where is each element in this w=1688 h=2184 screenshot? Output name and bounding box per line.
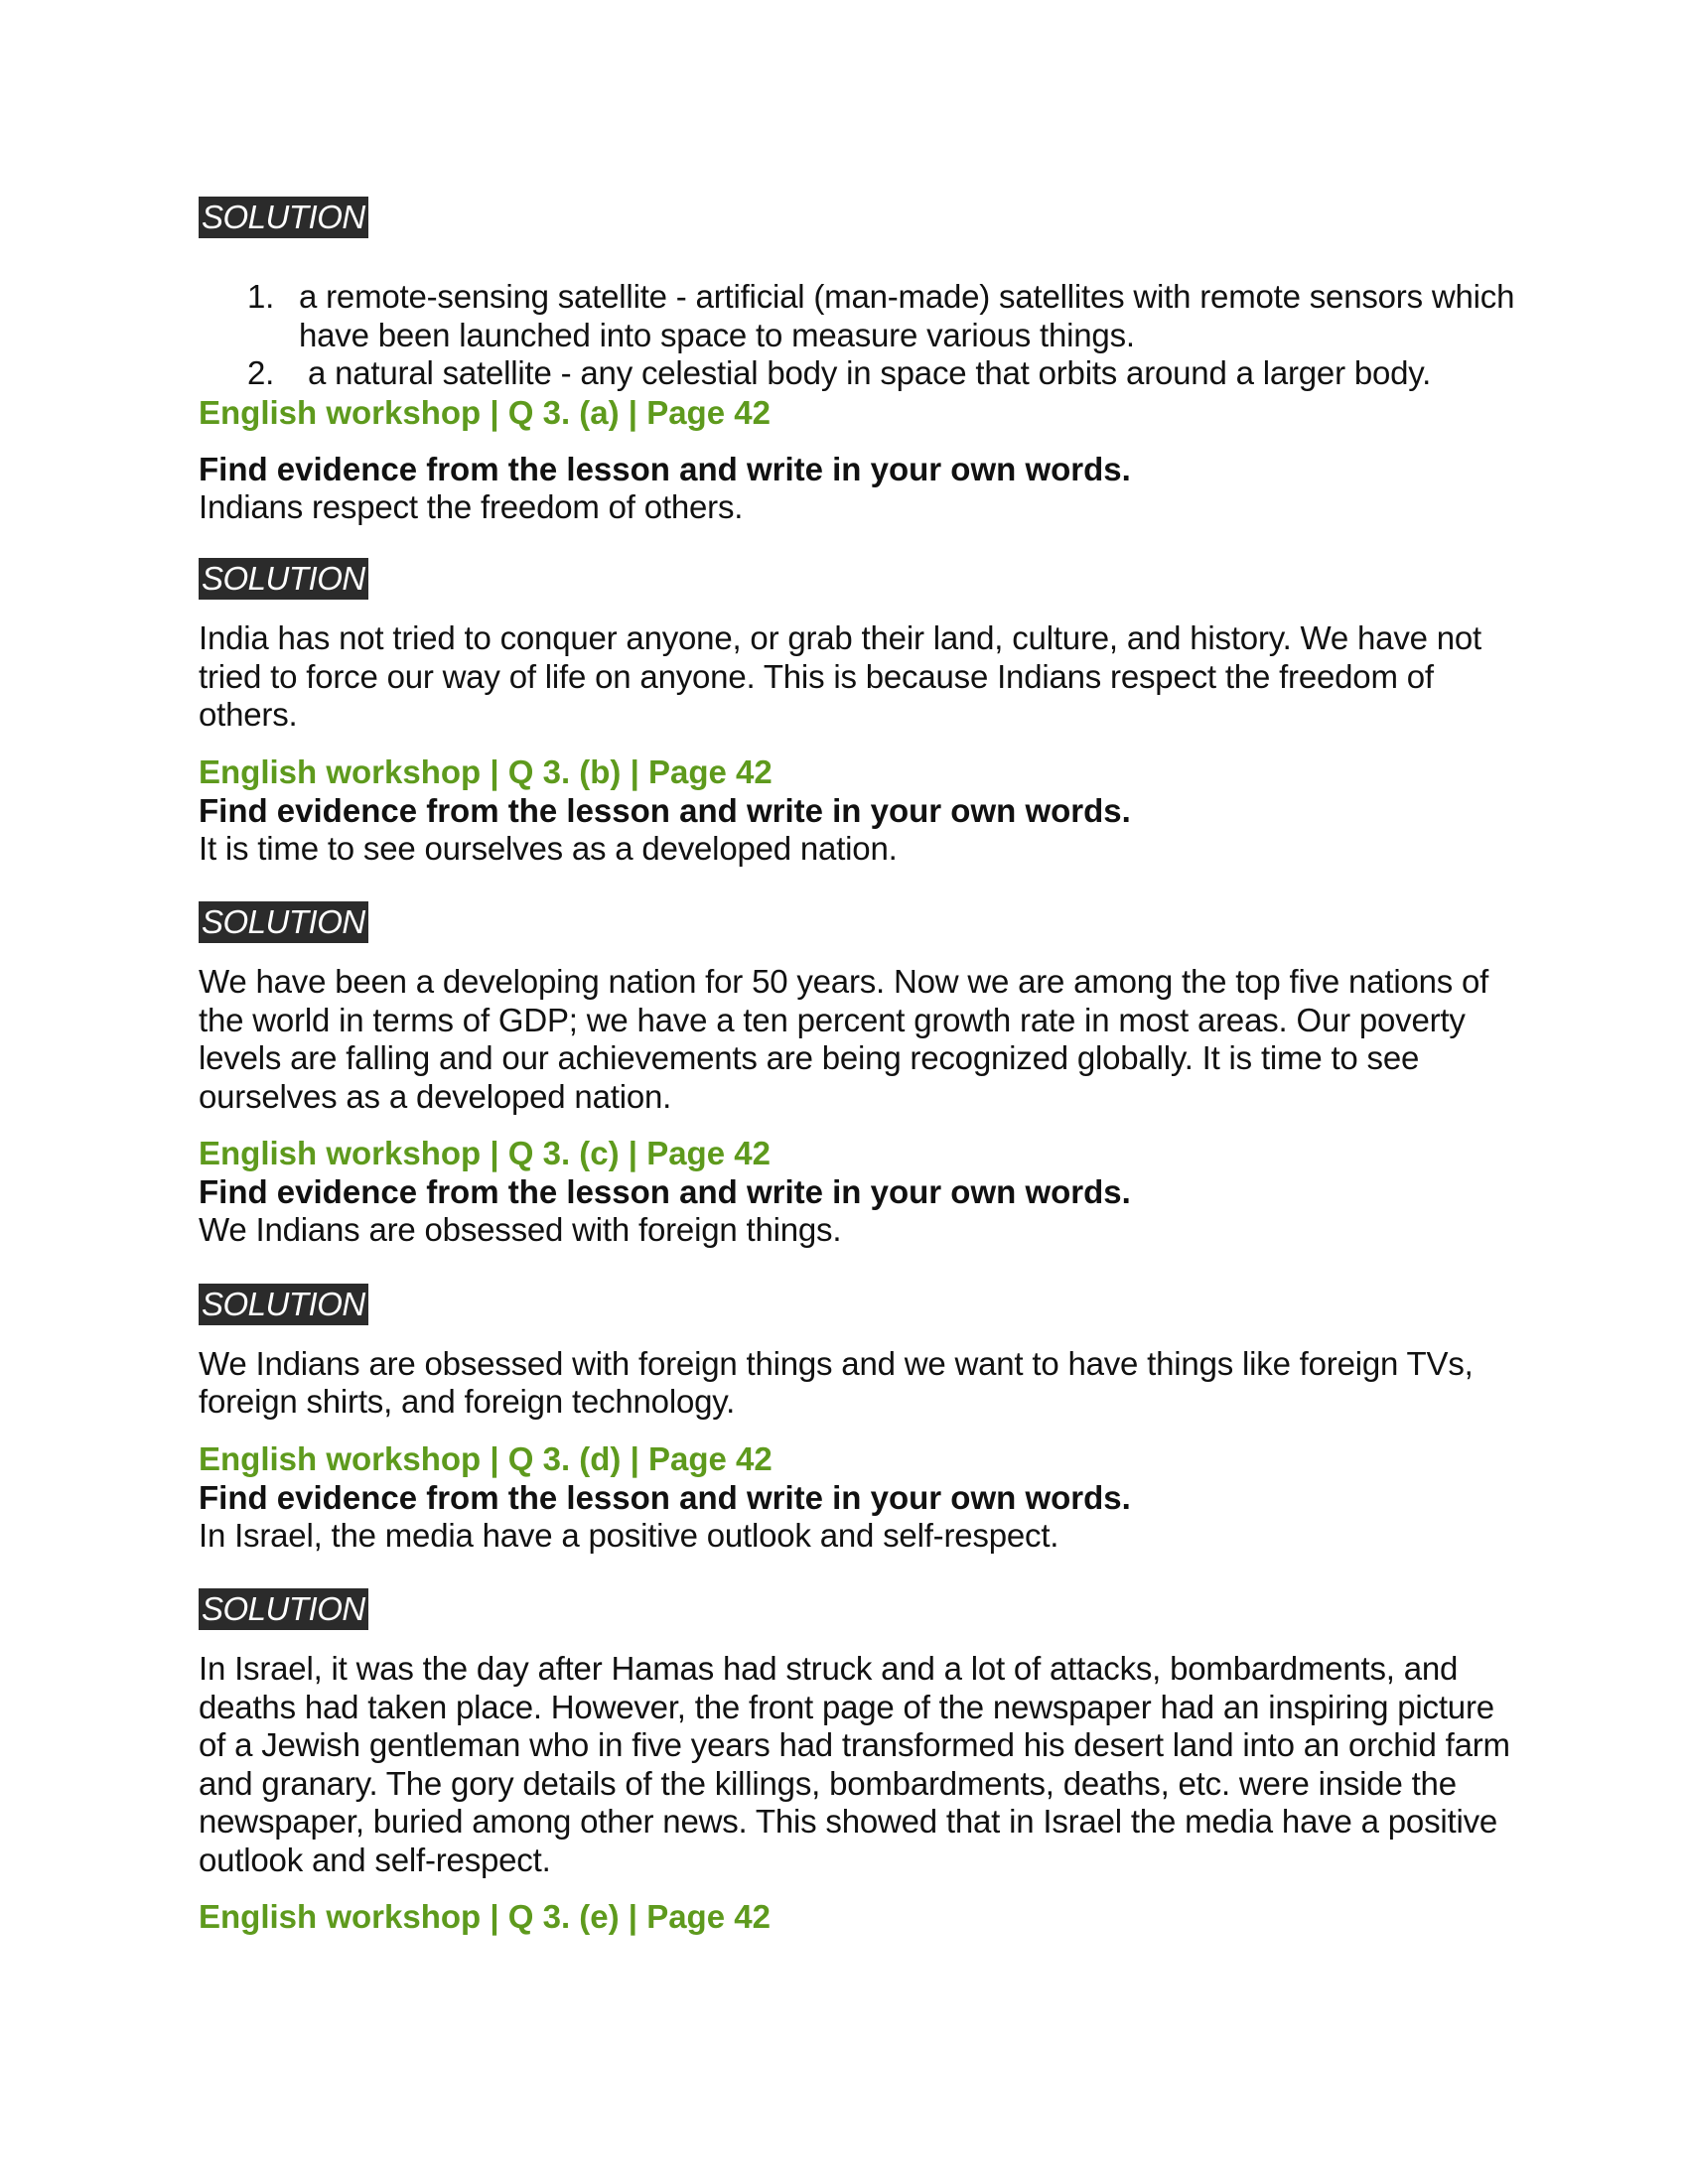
solution-label-block: [199, 901, 1529, 943]
question-instruction: Find evidence from the lesson and write in your own words.: [199, 1173, 1131, 1210]
solution-label-block: [199, 1588, 1529, 1630]
list-number: 1.: [247, 278, 275, 315]
solution-badge: SOLUTION: [199, 558, 368, 600]
list-text: a remote-sensing satellite - artificial (man-made) satellites with remote sensors which have been launched into space to measure various things.: [299, 278, 1515, 353]
section-heading: English workshop | Q 3. (a) | Page 42: [199, 393, 771, 431]
solution-label-block: [199, 197, 1529, 238]
solution-badge: SOLUTION: [199, 1284, 368, 1325]
solution-badge: SOLUTION: [199, 197, 368, 238]
satellite-list: [199, 278, 1529, 393]
solution-text: We Indians are obsessed with foreign things and we want to have things like foreign TVs, foreign shirts, and foreign technology.: [199, 1344, 1474, 1420]
list-number: 2.: [247, 354, 275, 391]
solution-label-block: [199, 558, 1529, 600]
question-instruction: Find evidence from the lesson and write in your own words.: [199, 1478, 1131, 1516]
question-statement: It is time to see ourselves as a developed nation.: [199, 829, 898, 867]
solution-text: India has not tried to conquer anyone, or grab their land, culture, and history. We have not tried to force our way of life on anyone. This is because Indians respect the freedom of others.: [199, 619, 1482, 733]
section-heading: English workshop | Q 3. (d) | Page 42: [199, 1439, 773, 1477]
question-instruction: Find evidence from the lesson and write in your own words.: [199, 450, 1131, 487]
section-heading: English workshop | Q 3. (b) | Page 42: [199, 752, 773, 790]
solution-badge: SOLUTION: [199, 1588, 368, 1630]
question-statement: We Indians are obsessed with foreign things.: [199, 1211, 842, 1248]
list-item: [199, 354, 1529, 393]
solution-label-block: [199, 1284, 1529, 1325]
question-instruction: Find evidence from the lesson and write in your own words.: [199, 791, 1131, 829]
question-statement: Indians respect the freedom of others.: [199, 487, 744, 525]
solution-text: In Israel, it was the day after Hamas had struck and a lot of attacks, bombardments, and deaths had taken place. However, the front page of the newspaper had an inspiring picture of a Jewish gentleman who in five years had transformed his desert land into an orchid farm and granary. The gory details of the killings, bombardments, deaths, etc. were inside the newspaper, buried among other news. This showed that in Israel the media have a positive outlook and self-respect.: [199, 1650, 1510, 1878]
section-heading: English workshop | Q 3. (c) | Page 42: [199, 1135, 771, 1171]
document-page: [199, 197, 1529, 1937]
list-item: [199, 278, 1529, 354]
section-heading: English workshop | Q 3. (e) | Page 42: [199, 1898, 771, 1935]
question-statement: In Israel, the media have a positive outlook and self-respect.: [199, 1516, 1059, 1554]
solution-badge: SOLUTION: [199, 901, 368, 943]
solution-text: We have been a developing nation for 50 years. Now we are among the top five nations of the world in terms of GDP; we have a ten percent growth rate in most areas. Our poverty levels are falling and our achievements are being recognized globally. It is time to see ourselves as a developed nation.: [199, 963, 1489, 1115]
list-text: a natural satellite - any celestial body in space that orbits around a larger body.: [308, 354, 1432, 391]
